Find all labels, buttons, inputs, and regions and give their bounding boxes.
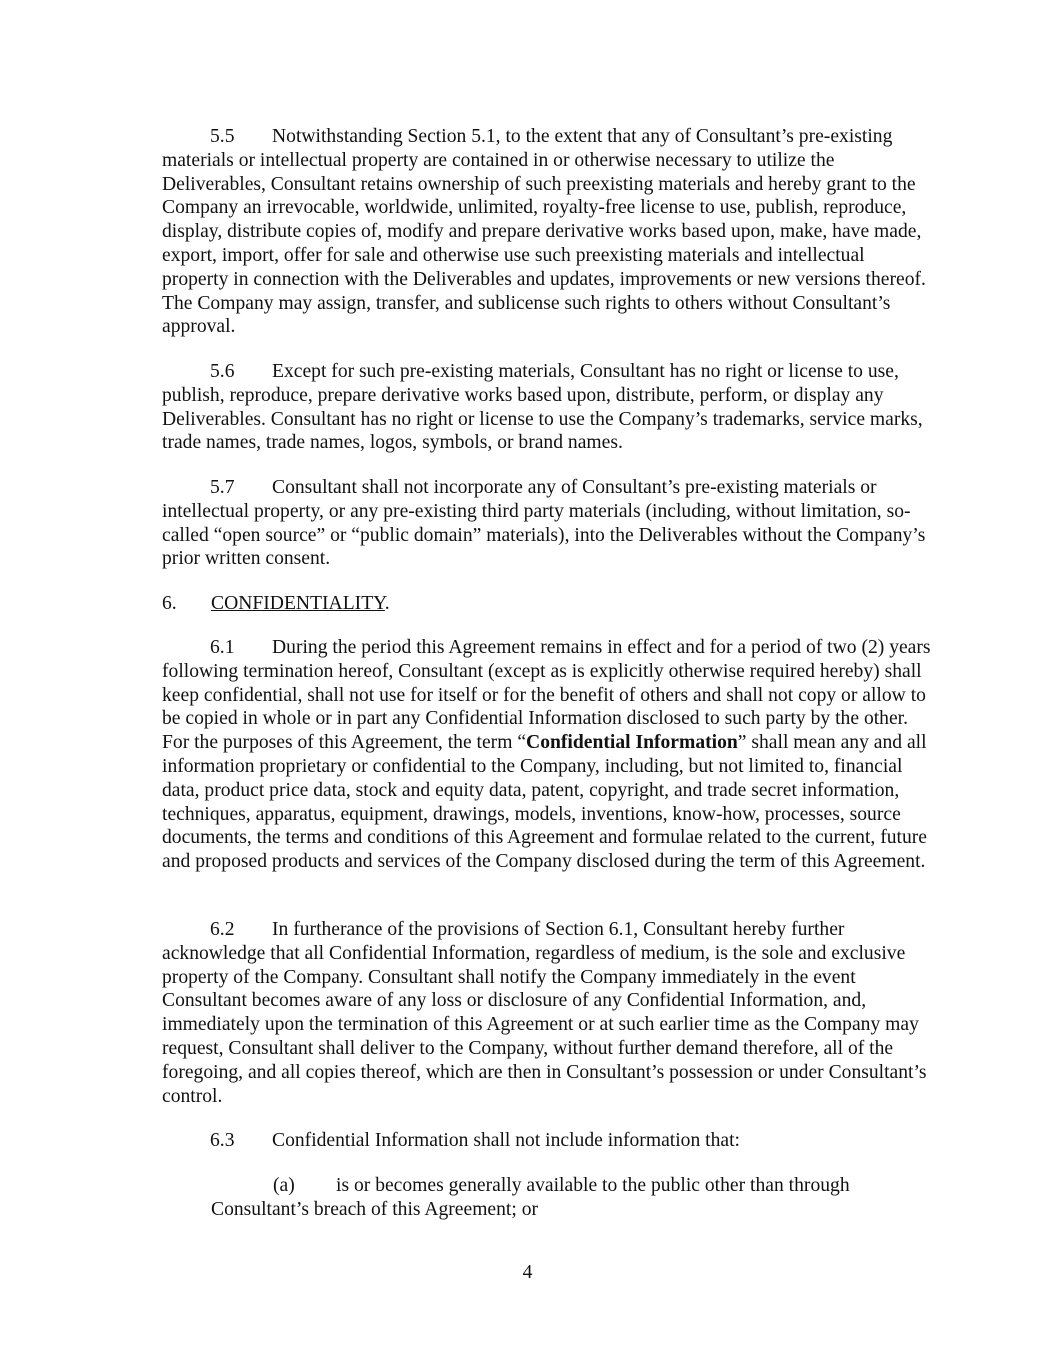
section-number: 5.5 bbox=[210, 126, 235, 147]
section-6-heading bbox=[162, 592, 934, 616]
section-5-6 bbox=[162, 360, 934, 455]
section-6-2 bbox=[162, 918, 934, 1108]
section-6-3 bbox=[162, 1129, 934, 1153]
section-text-before: During the period this Agreement remains in effect and for a period of two (2) years following termination hereof, Consultant (except as is explicitly otherwise required hereby) shall keep confidential, shall not use for itself or for the benefit of others and shall not copy or allow to be copied in whole or in part any Confidential Information disclosed to such party by the other. For the purposes of this Agreement, the term “ bbox=[162, 637, 931, 754]
section-6-3-a bbox=[211, 1174, 934, 1222]
section-5-5 bbox=[162, 125, 934, 339]
section-6-1 bbox=[162, 636, 934, 874]
section-text: Except for such pre-existing materials, Consultant has no right or license to use, publish, reproduce, prepare derivative works based upon, distribute, perform, or display any Deliverables. Consultant has no right or license to use the Company’s trademarks, service marks, trade names, trade names, logos, symbols, or brand names. bbox=[162, 361, 923, 454]
defined-term: Confidential Information bbox=[526, 732, 738, 754]
section-number: 5.6 bbox=[210, 361, 235, 382]
page-number: 4 bbox=[522, 1262, 533, 1283]
item-text: is or becomes generally available to the public other than through Consultant’s breach of this Agreement; or bbox=[211, 1175, 850, 1220]
section-text-after: ” shall mean any and all information proprietary or confidential to the Company, including, but not limited to, financial data, product price data, stock and equity data, patent, copyright, and trade secret information, techniques, apparatus, equipment, drawings, models, inventions, know-how, processes, source documents, the terms and conditions of this Agreement and formulae related to the current, future and proposed products and services of the Company disclosed during the term of this Agreement. bbox=[162, 732, 928, 873]
section-number: 6.3 bbox=[210, 1130, 235, 1151]
section-text: In furtherance of the provisions of Section 6.1, Consultant hereby further acknowledge that all Confidential Information, regardless of medium, is the sole and exclusive property of the Company. Consultant shall notify the Company immediately in the event Consultant becomes aware of any loss or disclosure of any Confidential Information, and, immediately upon the termination of this Agreement or at such earlier time as the Company may request, Consultant shall deliver to the Company, without further demand therefore, all of the foregoing, and all copies thereof, which are then in Consultant’s possession or under Consultant’s control. bbox=[162, 919, 927, 1107]
section-title: CONFIDENTIALITY bbox=[211, 593, 385, 614]
item-label: (a) bbox=[273, 1175, 295, 1196]
section-number: 6.1 bbox=[210, 637, 235, 658]
section-5-7 bbox=[162, 476, 934, 571]
section-text: Notwithstanding Section 5.1, to the extent that any of Consultant’s pre-existing materials or intellectual property are contained in or otherwise necessary to utilize the Deliverables, Consultant retains ownership of such preexisting materials and hereby grant to the Company an irrevocable, worldwide, unlimited, royalty-free license to use, publish, reproduce, display, distribute copies of, modify and prepare derivative works based upon, make, have made, export, import, offer for sale and otherwise use such preexisting materials and intellectual property in connection with the Deliverables and updates, improvements or new versions thereof. The Company may assign, transfer, and sublicense such rights to others without Consultant’s approval. bbox=[162, 126, 926, 338]
section-text: Consultant shall not incorporate any of Consultant’s pre-existing materials or intellectual property, or any pre-existing third party materials (including, without limitation, so-called “open source” or “public domain” materials), into the Deliverables without the Company’s prior written consent. bbox=[162, 477, 926, 570]
heading-period: . bbox=[384, 593, 390, 614]
section-number: 6.2 bbox=[210, 919, 235, 940]
section-number: 6. bbox=[162, 593, 177, 614]
section-text: Confidential Information shall not include information that: bbox=[272, 1130, 740, 1151]
section-number: 5.7 bbox=[210, 477, 235, 498]
